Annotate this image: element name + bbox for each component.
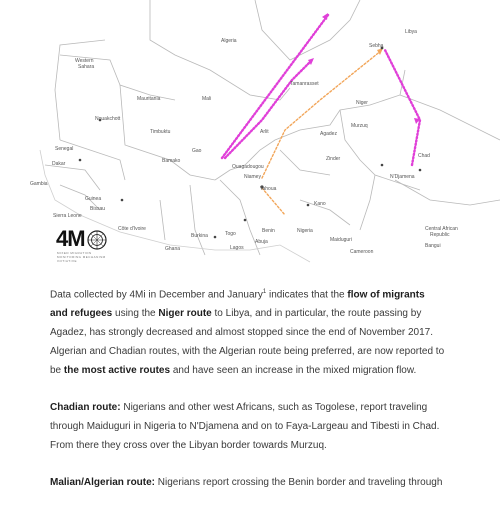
chadian-route-line	[385, 50, 420, 165]
label-western-sahara: Western	[75, 58, 94, 64]
label-cameroon: Cameroon	[350, 249, 374, 255]
niger-route-line-2	[262, 188, 285, 215]
label-gao: Gao	[192, 148, 202, 154]
4mi-logo: 4M	[56, 226, 85, 251]
logo-subtitle: Sierra Leone	[53, 213, 82, 219]
label-kano: Kano	[314, 201, 326, 207]
label-timbuktu: Timbuktu	[150, 129, 171, 135]
label-lagos: Lagos	[230, 245, 244, 251]
label-cameroon-2: Bangui	[425, 243, 441, 249]
paragraph-chadian-route: Chadian route: Nigerians and other west Africans, such as Togolese, report traveling through Maiduguri in Nigeria to N'Djamena and on to Faya-Largeau and Tibesti in Chad. From there they cross over the Libyan border towards Murzuq.	[50, 402, 440, 452]
label-mauritania: Mauritania	[137, 96, 161, 102]
label-agadez: Agadez	[320, 131, 337, 137]
label-benin: Benin	[262, 228, 275, 234]
label-gambia: Gambia	[30, 181, 48, 187]
label-car: Central African	[425, 226, 458, 232]
label-ghana: Ghana	[165, 246, 181, 252]
label-guinea-bissau: Bissau	[90, 206, 106, 212]
label-burkina: Burkina	[191, 233, 208, 239]
label-sebha: Sebha	[369, 43, 384, 49]
label-chad: Chad	[418, 153, 430, 159]
algerian-route-line-2	[225, 60, 312, 158]
label-tamanrasset: Tamanrasset	[290, 81, 319, 87]
label-niger: Niger	[356, 100, 368, 106]
label-algeria: Algeria	[221, 38, 237, 44]
label-mali: Mali	[202, 96, 212, 102]
label-nouakchott: Nouakchott	[95, 116, 121, 122]
label-nigeria: Nigeria	[297, 228, 313, 234]
article-body	[50, 283, 445, 510]
label-maiduguri: Maiduguri	[330, 237, 352, 243]
label-senegal: Senegal	[55, 146, 74, 152]
label-guinea: Guinea	[85, 196, 102, 202]
label-zinder: Zinder	[326, 156, 341, 162]
label-western-sahara-2: Sahara	[78, 64, 95, 70]
label-ndjamena: N'Djamena	[390, 174, 415, 180]
paragraph-malian-algerian-route: Malian/Algerian route: Nigerians report crossing the Benin border and traveling through	[50, 477, 443, 489]
label-ouagadougou: Ouagadougou	[232, 164, 264, 170]
label-dakar: Dakar	[52, 161, 66, 167]
country-borders	[45, 0, 500, 255]
label-abuja: Abuja	[255, 239, 268, 245]
niger-route-line	[262, 50, 382, 178]
label-cote-divoire: Côte d'Ivoire	[118, 226, 146, 232]
label-tahoua: Tahoua	[260, 186, 277, 192]
route-arrowheads	[308, 13, 420, 124]
logo-strip: MIXED MIGRATION MONITORING MECHANISM INITIATIVE	[57, 251, 106, 263]
label-niamey: Niamey	[244, 174, 261, 180]
label-arlit: Arlit	[260, 129, 269, 135]
label-togo: Togo	[225, 231, 236, 237]
label-car-2: Republic	[430, 232, 450, 238]
label-murzuq: Murzuq	[351, 123, 368, 129]
label-libya: Libya	[405, 29, 417, 35]
paragraph-niger-route: Data collected by 4Mi in December and January$^1$ indicates that the flow of migrants and refugees using the Niger route to Libya, and in particular, the route passing by Agadez, has strongly decreased and almost stopped since the end of November 2017. Algerian and Chadian routes, with the Algerian route being preferred, are now reported to be the most active routes and have seen an increase in the mixed migration flow.	[50, 289, 445, 377]
label-bamako: Bamako	[162, 158, 181, 164]
city-dots	[79, 47, 422, 239]
globe-icon	[86, 229, 108, 251]
footnote-ref[interactable]: 1	[262, 289, 267, 295]
